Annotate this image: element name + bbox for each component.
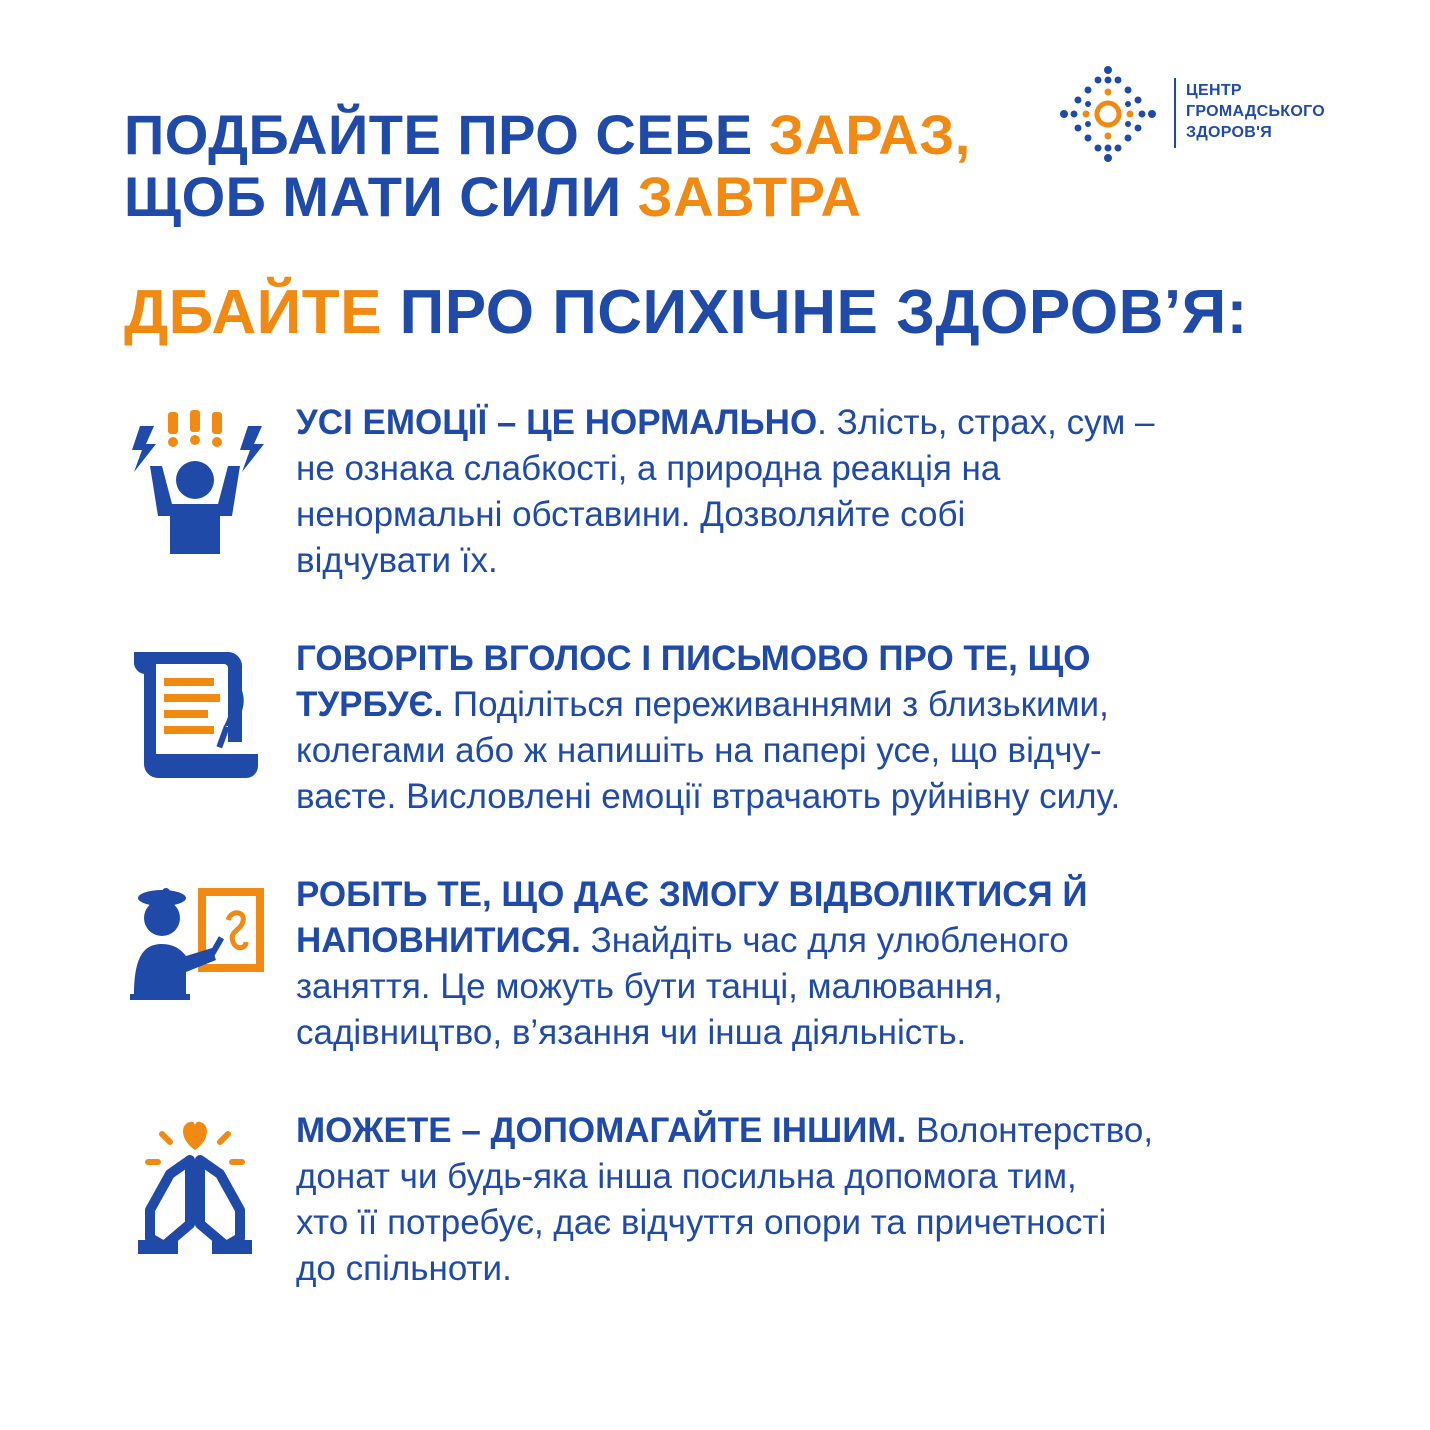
scroll-quill-icon [120, 642, 270, 792]
item-text: ГОВОРІТЬ ВГОЛОС І ПИСЬМОВО ПРО ТЕ, ЩО ТУРБУЄ. Поділіться переживаннями з близькими, колегами або ж напишіть на папері усе, що відчу- ваєте. Висловлені емоції втрачають руйнівну силу. [296, 639, 1121, 816]
logo-text: ЦЕНТР ГРОМАДСЬКОГО ЗДОРОВ'Я [1186, 82, 1326, 141]
helping-hands-heart-icon [120, 1114, 270, 1264]
item-title: ГОВОРІТЬ ВГОЛОС І ПИСЬМОВО ПРО ТЕ, ЩО [296, 639, 1091, 678]
section-heading-accent: ДБАЙТЕ [124, 278, 382, 347]
item-title: УСІ ЕМОЦІЇ – ЦЕ НОРМАЛЬНО [296, 403, 818, 442]
item-text: РОБІТЬ ТЕ, ЩО ДАЄ ЗМОГУ ВІДВОЛІКТИСЯ Й НАПОВНИТИСЯ. Знайдіть час для улюбленого заняття. Це можуть бути танці, малювання, садівництво, в’язання чи інша діяльність. [296, 875, 1088, 1052]
stressed-person-icon [120, 404, 270, 554]
section-heading: ДБАЙТЕ ПРО ПСИХІЧНЕ ЗДОРОВ’Я: [124, 278, 1248, 347]
dotted-diamond-logo-icon [1058, 64, 1158, 164]
item-text: УСІ ЕМОЦІЇ – ЦЕ НОРМАЛЬНО. Злість, страх, сум – не ознака слабкості, а природна реакція на ненормальні обставини. Дозволяйте собі відчувати їх. [296, 403, 1155, 580]
title-accent-tomorrow: ЗАВТРА [637, 165, 862, 228]
painter-easel-icon [120, 876, 270, 1026]
title-accent-now: ЗАРАЗ, [768, 103, 971, 166]
page-title [124, 104, 971, 228]
title-line-1: ПОДБАЙТЕ ПРО СЕБЕ ЗАРАЗ, [124, 103, 971, 166]
logo-divider [1174, 78, 1176, 148]
item-title-cont: НАПОВНИТИСЯ. [296, 921, 581, 960]
item-title: МОЖЕТЕ – ДОПОМАГАЙТЕ ІНШИМ. [296, 1111, 907, 1150]
item-title-cont: ТУРБУЄ. [296, 685, 444, 724]
item-text: МОЖЕТЕ – ДОПОМАГАЙТЕ ІНШИМ. Волонтерство, донат чи будь-яка інша посильна допомога тим, хто її потребує, дає відчуття опори та причетності до спільноти. [296, 1111, 1154, 1288]
item-title: РОБІТЬ ТЕ, ЩО ДАЄ ЗМОГУ ВІДВОЛІКТИСЯ Й [296, 875, 1088, 914]
title-line-2: ЩОБ МАТИ СИЛИ ЗАВТРА [124, 165, 862, 228]
organization-logo [1058, 64, 1338, 164]
